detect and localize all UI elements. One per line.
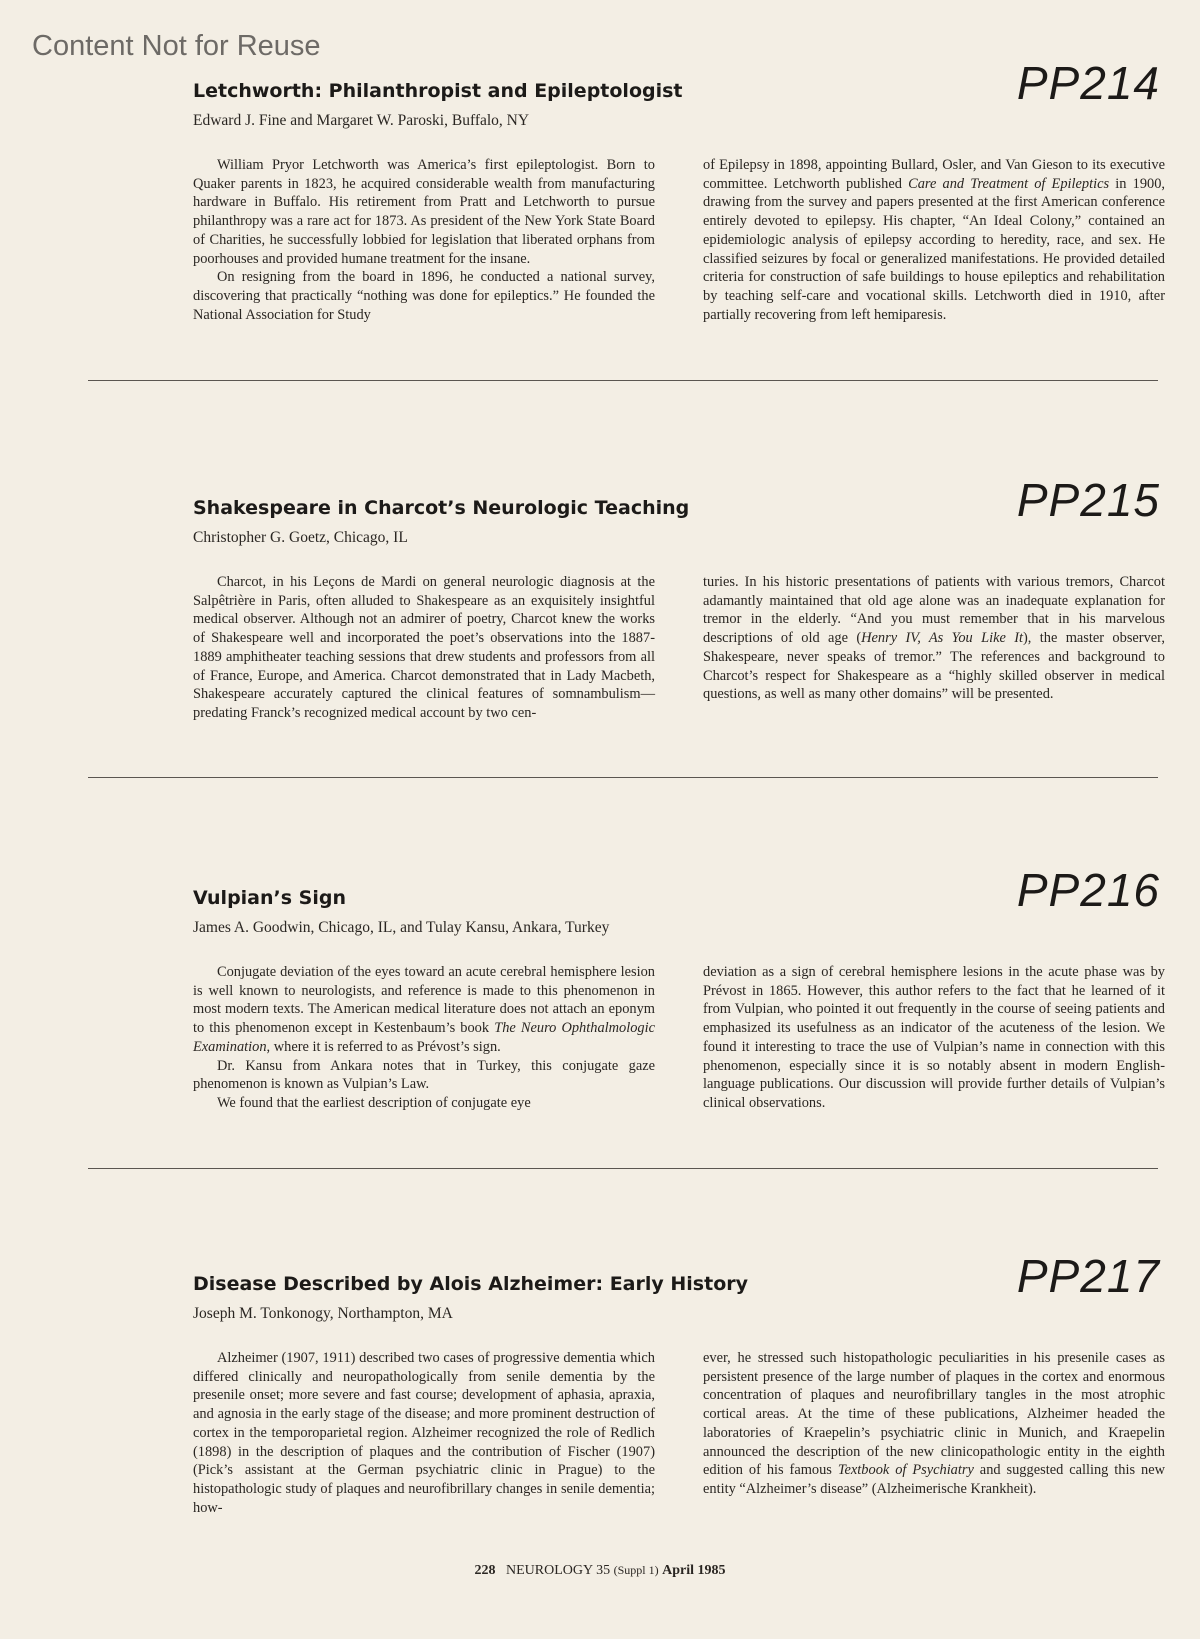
text-run: , where it is referred to as Prévost’s sign. (266, 1038, 501, 1055)
page-number: 228 (474, 1563, 496, 1578)
book-title: Textbook of Psychiatry (837, 1462, 974, 1479)
paragraph: On resigning from the board in 1896, he conducted a national survey, discovering that practically “nothing was done for epileptics.” He founded the National Association for Study (193, 269, 655, 323)
book-title: Care and Treatment of Epileptics (908, 175, 1110, 192)
abstract-title: Vulpian’s Sign (193, 887, 346, 909)
abstract-number: PP217 (1016, 1250, 1160, 1302)
text-run: of Epilepsy in 1898, appointing Bullard, Osler, and Van Gieson to its executive committee. Letchworth published (703, 157, 1165, 192)
abstract-number: PP215 (1016, 474, 1160, 526)
paragraph (703, 156, 1165, 324)
abstract-number: PP214 (1016, 57, 1160, 109)
abstract-left-column (193, 156, 655, 324)
text-run: and suggested calling this new entity “Alzheimer’s disease” (Alzheimerische Krankheit). (703, 1462, 1165, 1497)
section-divider (88, 777, 1158, 778)
text-run: turies. In his historic presentations of patients with various tremors, Charcot adamantly maintained that old age alone was an inadequate explanation for tremor in the elderly. “And you must remember that in his marvelous descriptions of old age ( (703, 574, 1165, 647)
supplement-label: (Suppl 1) (613, 1563, 659, 1577)
abstract-authors: Joseph M. Tonkonogy, Northampton, MA (193, 1305, 453, 1322)
abstract-left-column (193, 573, 655, 723)
paragraph (703, 573, 1165, 704)
paragraph: We found that the earliest description of conjugate eye (217, 1094, 531, 1111)
abstract-title: Shakespeare in Charcot’s Neurologic Teaching (193, 497, 690, 519)
paragraph (703, 1349, 1165, 1499)
text-run: in 1900, drawing from the survey and papers presented at the first American conference entirely devoted to epilepsy. His chapter, “An Ideal Colony,” contained an epidemiologic analysis of epilepsy according to heredity, race, and sex. He classified seizures by focal or generalized manifestations. He provided detailed criteria for construction of safe buildings to house epileptics and rehabilitation by teaching self-care and vocational skills. Letchworth died in 1910, after partially recovering from left hemiparesis. (703, 175, 1166, 323)
paragraph: Alzheimer (1907, 1911) described two cases of progressive dementia which differed clinically and neuropathologically from senile dementia by the presenile onset; more severe and fast course; development of aphasia, apraxia, and agnosia in the early stage of the disease; and more prominent destruction of cortex in the temporoparietal region. Alzheimer recognized the role of Redlich (1898) in the description of plaques and the contribution of Fischer (1907) (Pick’s assistant at the German psychiatric clinic in Prague) to the histopathologic study of plaques and neurofibrillary changes in senile dementia; how- (193, 1350, 655, 1516)
page-footer (0, 1563, 1200, 1579)
abstract-authors: Edward J. Fine and Margaret W. Paroski, Buffalo, NY (193, 112, 530, 129)
abstract-authors: Christopher G. Goetz, Chicago, IL (193, 529, 408, 546)
abstract-right-column (703, 1349, 1165, 1499)
text-run: ), the master observer, Shakespeare, never speaks of tremor.” The references and background to Charcot’s respect for Shakespeare as a “highly skilled observer in medical questions, as well as many other domains” will be presented. (703, 630, 1165, 703)
paragraph: Charcot, in his Leçons de Mardi on general neurologic diagnosis at the Salpêtrière in Paris, often alluded to Shakespeare as an exquisitely insightful medical observer. Although not an admirer of poetry, Charcot knew the works of Shakespeare well and incorporated the poet’s observations into the 1887-1889 amphitheater teaching sessions that drew students and professors from all of France, Europe, and America. Charcot demonstrated that in Lady Macbeth, Shakespeare accurately captured the clinical features of somnambulism—predating Franck’s recognized medical account by two cen- (193, 574, 655, 721)
paragraph: William Pryor Letchworth was America’s first epileptologist. Born to Quaker parents in 1823, he acquired considerable wealth from manufacturing hardware in Buffalo. His retirement from Pratt and Letchworth to pursue philanthropy was a rare act for 1873. As president of the New York State Board of Charities, he successfully lobbied for legislation that liberated orphans from poorhouses and provided humane treatment for the insane. (193, 157, 655, 267)
abstract-right-column (703, 573, 1165, 704)
watermark: Content Not for Reuse (32, 30, 321, 62)
book-title: The Neuro Ophthalmologic Examination (193, 1020, 655, 1055)
abstract-title: Letchworth: Philanthropist and Epileptologist (193, 80, 683, 102)
section-divider (88, 1168, 1158, 1169)
paragraph: deviation as a sign of cerebral hemisphere lesions in the acute phase was by Prévost in 1865. However, this author refers to the fact that he learned of it from Vulpian, who pointed it out frequently in the course of seeing patients and emphasized its usefulness as an indicator of the acuteness of the lesion. We found it interesting to trace the use of Vulpian’s name in connection with this phenomenon, especially since it is so notably absent in modern English-language publications. Our discussion will provide further details of Vulpian’s clinical observations. (703, 964, 1165, 1111)
journal-name: NEUROLOGY 35 (506, 1563, 611, 1578)
issue-date: April 1985 (662, 1563, 726, 1578)
abstract-left-column (193, 963, 655, 1113)
text-run: ever, he stressed such histopathologic peculiarities in his presenile cases as persistent presence of the large number of plaques in the cortex and enormous concentration of plaques and neurofibrillary tangles in the most atrophic cortical areas. At the time of these publications, Alzheimer headed the laboratories of Kraepelin’s psychiatric clinic in Munich, and Kraepelin announced the description of the new clinicopathologic entity in the eighth edition of his famous (703, 1350, 1165, 1479)
abstract-right-column (703, 963, 1165, 1113)
text-run: Conjugate deviation of the eyes toward an acute cerebral hemisphere lesion is well known to neurologists, and reference is made to this phenomenon in most modern texts. The American medical literature does not attach an eponym to this phenomenon except in Kestenbaum’s book (193, 964, 655, 1037)
play-titles: Henry IV, As You Like It (861, 630, 1024, 647)
abstract-left-column (193, 1349, 655, 1517)
abstract-title: Disease Described by Alois Alzheimer: Early History (193, 1273, 748, 1295)
abstract-right-column (703, 156, 1165, 324)
paragraph: Dr. Kansu from Ankara notes that in Turkey, this conjugate gaze phenomenon is known as Vulpian’s Law. (193, 1057, 655, 1093)
section-divider (88, 380, 1158, 381)
abstract-number: PP216 (1016, 864, 1160, 916)
abstract-authors: James A. Goodwin, Chicago, IL, and Tulay Kansu, Ankara, Turkey (193, 919, 610, 936)
paragraph (193, 963, 655, 1057)
